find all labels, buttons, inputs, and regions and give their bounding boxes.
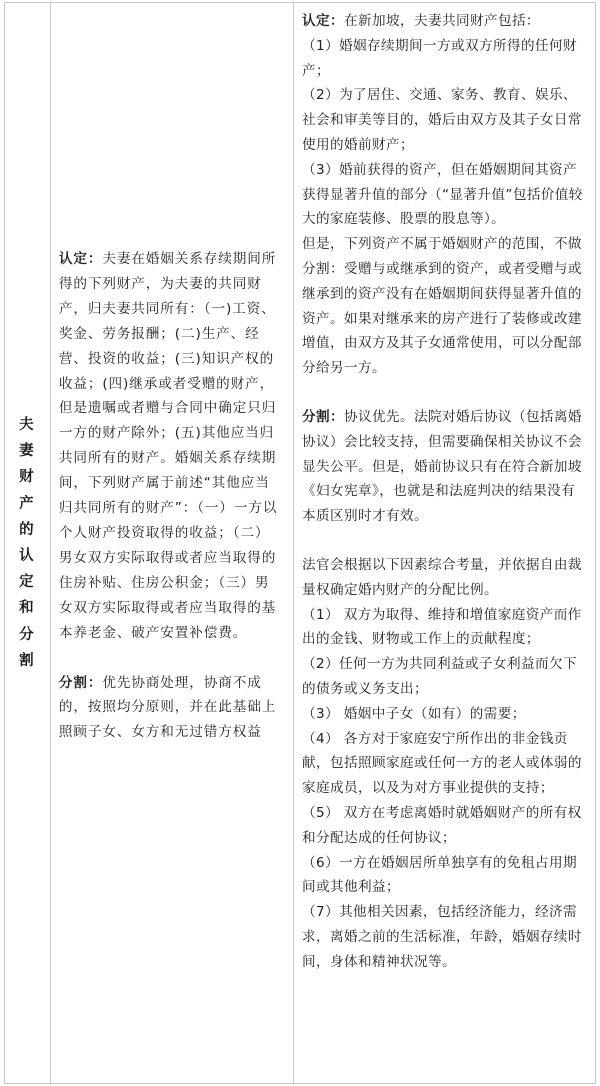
- factor-item-1: （1） 双方为取得、维持和增值家庭资产而作出的金钱、财物或工作上的贡献程度；: [302, 606, 582, 648]
- recognition-item-3: （3）婚前获得的资产，但在婚姻期间其资产获得显著升值的部分（“显著升值”包括价值较大的家庭装修、股票的股息等）。: [302, 161, 583, 228]
- factor-item-6: （6）一方在婚姻居所单独享有的免租占用期间或其他利益；: [302, 854, 577, 896]
- left-recognition-paragraph: [59, 247, 283, 646]
- recognition-exception: 但是，下列资产不属于婚姻财产的范围，不做分割：受赠与或继承到的资产，或者受赠与或继承到的资产没有在婚姻期间获得显著升值的资产。如果对继承来的房产进行了装修或改建增值，由双方及其子女通常使用，可以分配部分给另一方。: [302, 236, 582, 377]
- left-recognition-text: 夫妻在婚姻关系存续期间所得的下列财产，为夫妻的共同财产，归夫妻共同所有：（一)工资、奖金、劳务报酬；(二)生产、经营、投资的收益；(三)知识产权的收益；(四)继承或者受赠的财产，但是遗嘱或者赠与合同中确定只归一方的财产除外；(五)其他应当归共同所有的财产。婚姻关系存续期间，下列财产属于前述“其他应当归共同所有的财产”：（一）一方以个人财产投资取得的收益；（二）男女双方实际取得或者应当取得的住房补贴、住房公积金；（三）男女双方实际取得或者应当取得的基本养老金、破产安置补偿费。: [58, 251, 278, 641]
- spacer: [302, 381, 589, 405]
- singapore-law-cell: [294, 3, 595, 1083]
- recognition-item-1: （1）婚姻存续期间一方或双方所得的任何财产；: [302, 37, 577, 79]
- right-recognition-intro: [302, 9, 589, 34]
- left-division-paragraph: [59, 671, 283, 746]
- recognition-item-2: （2）为了居住、交通、家务、教育、娱乐、社会和审美等目的，婚后由双方及其子女日常使用的婚前财产；: [302, 87, 582, 153]
- right-recognition-label: 认定：: [302, 13, 345, 29]
- spacer: [302, 529, 589, 553]
- row-header-cell: [5, 3, 51, 1083]
- factor-item-5: （5） 双方在考虑离婚时就婚姻财产的所有权和分配达成的任何协议；: [302, 804, 582, 846]
- comparison-table: [4, 2, 596, 1084]
- factor-item-7: （7）其他相关因素，包括经济能力，经济需求，离婚之前的生活标准，年龄，婚姻存续时间，身体和精神状况等。: [302, 904, 582, 970]
- factor-item-2: （2）任何一方为共同利益或子女利益而欠下的债务或义务支出；: [302, 656, 577, 697]
- right-division-text: 协议优先。法院对婚后协议（包括离婚协议）会比较支持，但需要确保相关协议不会显失公平。但是，婚前协议只有在符合新加坡《妇女宪章》，也就是和法庭判决的结果没有本质区别时才有效。: [302, 408, 582, 525]
- factors-intro: 法官会根据以下因素综合考量，并依据自由裁量权确定婚内财产的分配比例。: [302, 556, 582, 598]
- spacer: [59, 646, 283, 671]
- right-division-paragraph: [302, 405, 589, 529]
- row-title: 夫妻财产的认定和分割: [19, 416, 34, 669]
- china-law-cell: [51, 3, 294, 1083]
- left-recognition-label: 认定：: [58, 251, 103, 267]
- factor-item-3: （3） 婚姻中子女（如有）的需要；: [302, 705, 526, 722]
- factor-item-4: （4） 各方对于家庭安宁所作出的非金钱贡献，包括照顾家庭或任何一方的老人或体弱的家庭成员，以及为对方事业提供的支持；: [302, 730, 582, 797]
- left-division-text: 优先协商处理，协商不成的，按照均分原则，并在此基础上照顾子女、女方和无过错方权益: [58, 674, 277, 741]
- left-division-label: 分割：: [58, 674, 103, 691]
- right-recognition-intro-text: 在新加坡，夫妻共同财产包括：: [344, 13, 540, 29]
- right-division-label: 分割：: [302, 408, 345, 425]
